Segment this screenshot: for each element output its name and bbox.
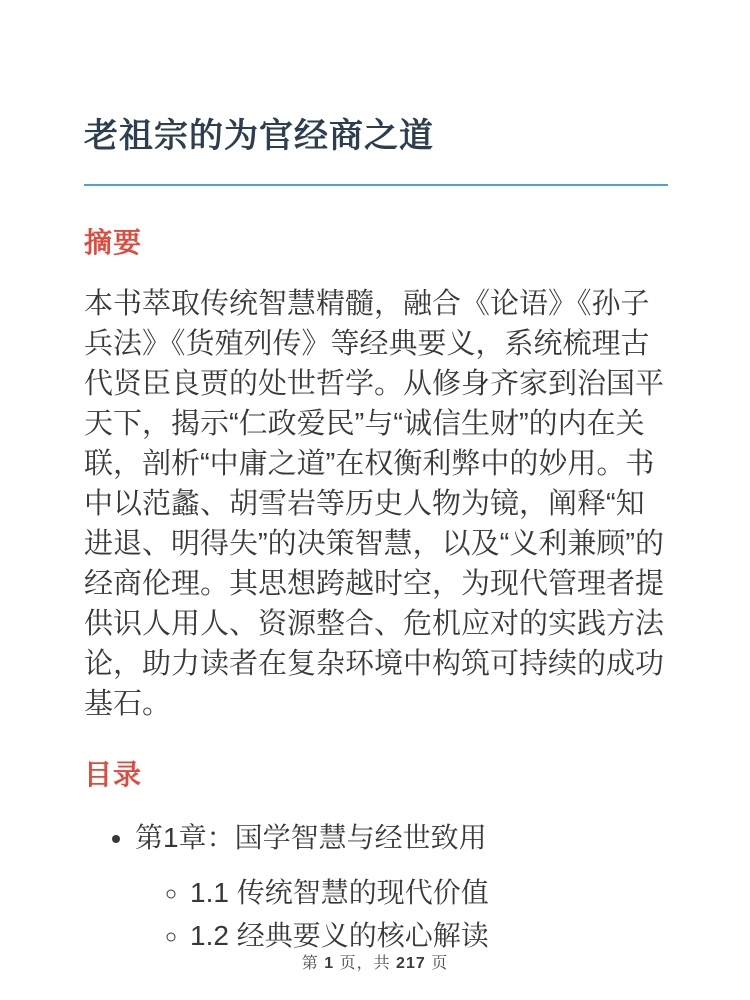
footer-prefix: 第 xyxy=(301,955,325,972)
footer-middle: 页，共 xyxy=(334,955,397,972)
abstract-body: 本书萃取传统智慧精髓，融合《论语》《孙子兵法》《货殖列传》等经典要义，系统梳理古代贤臣良贾的处世哲学。从修身齐家到治国平天下，揭示“仁政爱民”与“诚信生财”的内在关联，剖析“中庸之道”在权衡利弊中的妙用。书中以范蠡、胡雪岩等历史人物为镜，阐释“知进退、明得失”的决策智慧，以及“义利兼顾”的经商伦理。其思想跨越时空，为现代管理者提供识人用人、资源整合、危机应对的实践方法论，助力读者在复杂环境中构筑可持续的成功基石。 xyxy=(84,288,665,720)
title-divider xyxy=(84,184,668,186)
toc-chapter-item xyxy=(135,816,668,957)
toc-chapter-label: 第1章：国学智慧与经世致用 xyxy=(135,822,487,853)
toc-heading: 目录 xyxy=(84,759,143,790)
toc-subitem: ◦ 1.1 传统智慧的现代价值 xyxy=(190,871,668,914)
footer-suffix: 页 xyxy=(425,955,449,972)
toc-sublist xyxy=(135,871,668,957)
page-title: 老祖宗的为官经商之道 xyxy=(84,117,434,155)
footer-page-number: 1 xyxy=(324,955,335,972)
footer-total-pages: 217 xyxy=(396,955,426,972)
toc-list xyxy=(84,816,668,957)
page-footer xyxy=(0,950,750,973)
abstract-heading: 摘要 xyxy=(84,227,143,258)
toc-subitem: ◦ 1.2 经典要义的核心解读 xyxy=(190,914,668,957)
